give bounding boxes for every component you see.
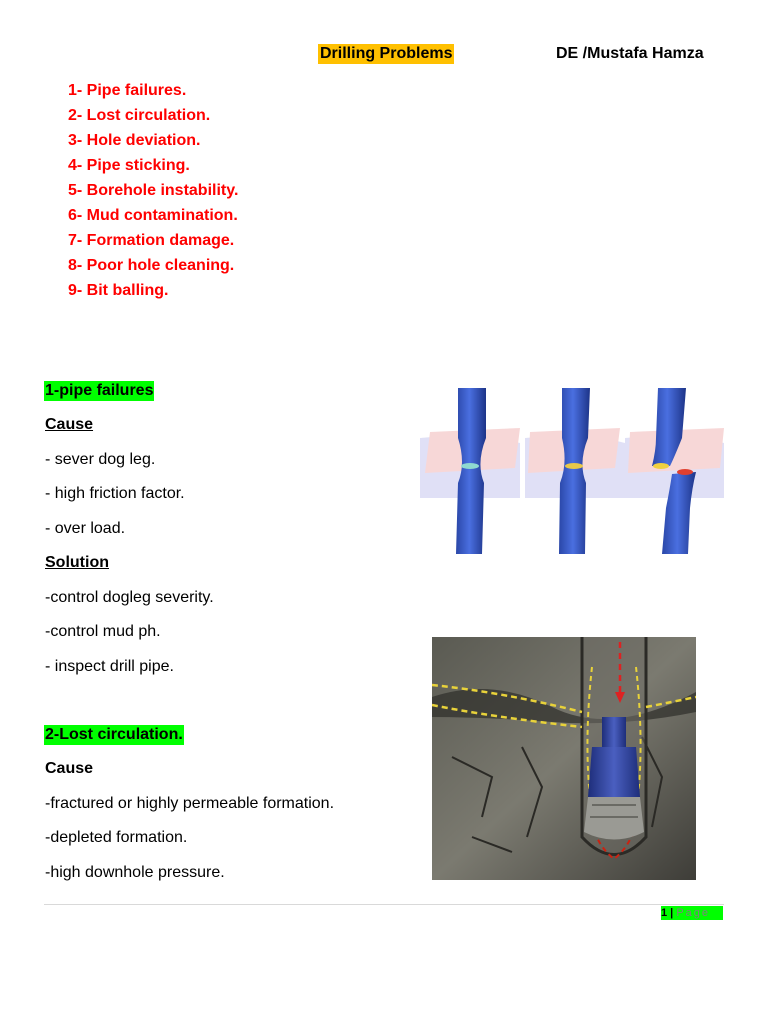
list-item: 1- Pipe failures. xyxy=(68,82,187,99)
page-title: Drilling Problems xyxy=(320,45,453,62)
section1-cause-label: Cause xyxy=(45,416,94,433)
pipe-failure-illustration xyxy=(420,388,724,554)
page-number-value: 1 xyxy=(661,907,668,919)
section2-cause-item: -fractured or highly permeable formation. xyxy=(45,795,335,812)
section1-heading: 1-pipe failures xyxy=(45,382,154,399)
section2-cause-label: Cause xyxy=(45,760,94,777)
section1-cause-item: - high friction factor. xyxy=(45,485,185,502)
list-item: 3- Hole deviation. xyxy=(68,132,201,149)
section1-cause-item: - sever dog leg. xyxy=(45,451,156,468)
page-number xyxy=(661,906,723,920)
list-item: 6- Mud contamination. xyxy=(68,207,238,224)
page-label: Page xyxy=(676,907,711,919)
section1-solution-item: - inspect drill pipe. xyxy=(45,658,174,675)
list-item: 9- Bit balling. xyxy=(68,282,169,299)
footer-divider xyxy=(44,904,724,905)
section2-cause-item: -depleted formation. xyxy=(45,829,188,846)
section2-heading: 2-Lost circulation. xyxy=(45,726,183,743)
list-item: 7- Formation damage. xyxy=(68,232,235,249)
section1-solution-item: -control dogleg severity. xyxy=(45,589,214,606)
list-item: 8- Poor hole cleaning. xyxy=(68,257,235,274)
author-name: DE /Mustafa Hamza xyxy=(556,45,704,62)
lost-circulation-illustration xyxy=(432,637,696,880)
section2-cause-item: -high downhole pressure. xyxy=(45,864,225,881)
section1-solution-item: -control mud ph. xyxy=(45,623,161,640)
list-item: 5- Borehole instability. xyxy=(68,182,239,199)
list-item: 4- Pipe sticking. xyxy=(68,157,190,174)
list-item: 2- Lost circulation. xyxy=(68,107,211,124)
section1-solution-label: Solution xyxy=(45,554,109,571)
page-separator: | xyxy=(667,907,677,919)
problem-list xyxy=(68,78,238,303)
section1-cause-item: - over load. xyxy=(45,520,126,537)
